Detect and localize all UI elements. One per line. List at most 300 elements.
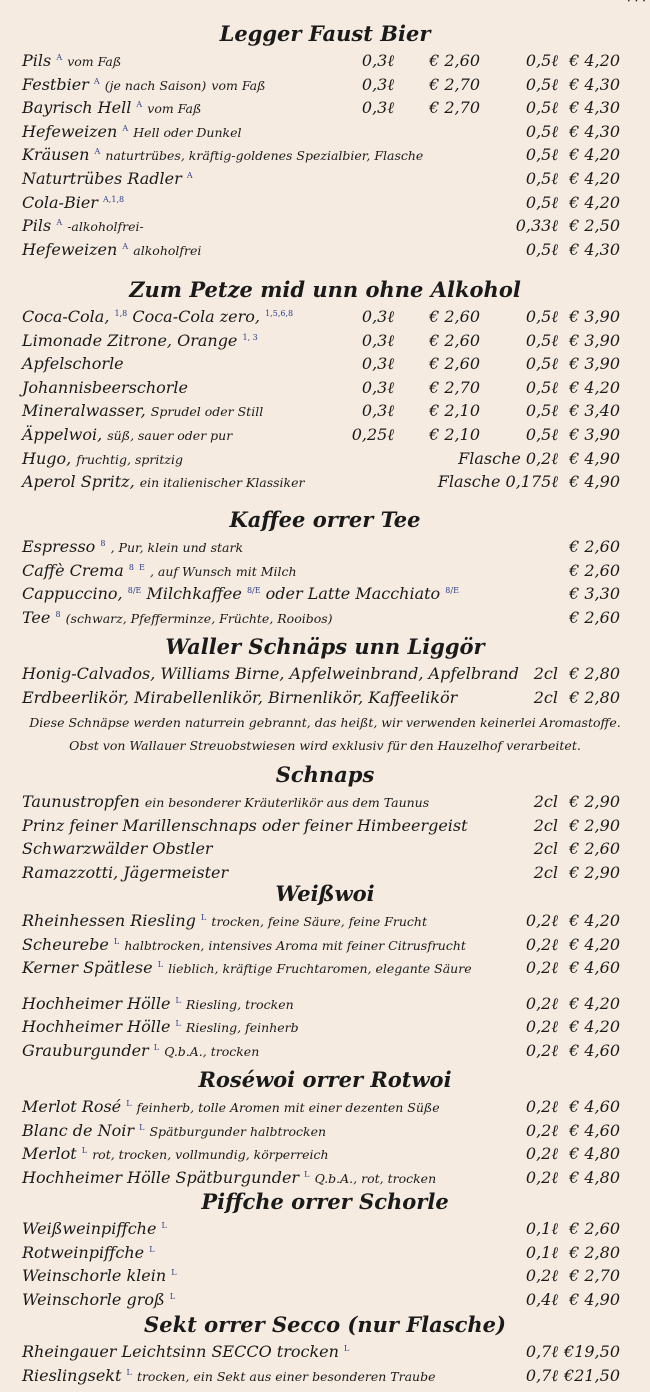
item-title: Aperol Spritz, [22,472,135,491]
price-small: € 2,60 [429,354,480,373]
item-description: Sprudel oder Still [150,404,264,419]
item-description: Q.b.A., trocken [164,1044,260,1059]
menu-item-row [22,376,620,399]
allergen-note: L [149,1245,155,1254]
item-name [22,167,193,190]
menu-item-row [22,120,620,143]
price-large: € 4,90 [569,449,620,468]
price-small: € 2,10 [429,401,480,420]
volume-small: 0,3ℓ [361,378,394,397]
volume-large: 0,2ℓ [525,1144,558,1163]
price-large: € 4,20 [569,911,620,930]
price-large: € 2,60 [569,839,620,858]
price-small: € 2,10 [429,425,480,444]
volume-large: 0,5ℓ [525,425,558,444]
item-name [22,214,144,238]
price-large: € 4,20 [569,378,620,397]
item-name [22,191,124,214]
item-title: Johannisbeerschorle [22,378,188,397]
item-description: vom Faß [147,101,202,116]
item-name [22,1039,259,1063]
price-large: € 3,90 [569,354,620,373]
item-description: alkoholfrei [133,243,202,258]
price-small: € 2,70 [429,75,480,94]
item-name [22,1119,326,1143]
item-name [22,447,183,471]
volume-large: Flasche 0,175ℓ [437,472,558,491]
item-title: Rotweinpiffche [22,1243,145,1262]
menu-item-row [22,447,620,470]
item-title: Festbier [22,75,89,94]
item-title: Merlot Rosé [22,1097,122,1116]
allergen-note: L [201,913,207,922]
menu-item-row [22,909,620,932]
volume-large: 0,2ℓ [525,911,558,930]
volume-large: 0,1ℓ [525,1219,558,1238]
price-large: € 3,40 [569,401,620,420]
item-title: Cappuccino, [22,584,123,603]
item-title: Hefeweizen [22,240,118,259]
item-name [22,329,258,352]
item-title: Espresso [22,537,96,556]
section-heading: Zum Petze mid unn ohne Alkohol [129,277,521,302]
price-large: € 2,90 [569,863,620,882]
item-description: trocken, feine Säure, feine Frucht [211,914,427,929]
item-title: Hochheimer Hölle [22,994,171,1013]
item-title: Pils [22,216,52,235]
allergen-note: A [122,242,129,251]
price-large: € 2,70 [569,1266,620,1285]
price-large: € 4,20 [569,169,620,188]
menu-item-row [22,1142,620,1165]
allergen-note: L [161,1221,167,1230]
allergen-note: 8/E [445,586,459,595]
price-large: € 4,20 [569,994,620,1013]
menu-item-row [22,167,620,190]
item-name [22,1264,177,1287]
item-title: Rieslingsekt [22,1366,122,1385]
item-name [22,143,423,167]
menu-item-row [22,191,620,214]
price-large: € 4,60 [569,1041,620,1060]
allergen-note: L [113,937,120,946]
menu-item-row [22,582,620,605]
item-name [22,96,201,120]
price-large: € 2,60 [569,1219,620,1238]
allergen-note: A,1,8 [103,195,125,204]
volume-large: 0,2ℓ [525,1017,558,1036]
volume-large: 0,2ℓ [525,994,558,1013]
section-heading: Roséwoi orrer Rotwoi [198,1067,452,1092]
volume-large: 0,5ℓ [525,240,558,259]
item-name [22,956,472,980]
item-title: oder Latte Macchiato [265,584,441,603]
volume-large: 0,7ℓ [525,1366,558,1385]
volume-large: 0,5ℓ [525,98,558,117]
allergen-note: A [56,53,63,62]
volume-large: 0,33ℓ [515,216,558,235]
menu-item-row [22,559,620,582]
item-title: Hochheimer Hölle [22,1017,171,1036]
price-large: € 2,50 [569,216,620,235]
item-name [22,470,304,494]
volume-large: 0,1ℓ [525,1243,558,1262]
item-description: Hell oder Dunkel [133,125,242,140]
volume-small: 0,3ℓ [361,75,394,94]
price-large: € 4,30 [569,122,620,141]
item-description: Spätburgunder halbtrocken [149,1124,327,1139]
item-description: feinherb, tolle Aromen mit einer dezenten Süße [136,1100,440,1115]
price-large: € 4,80 [569,1168,620,1187]
item-title: Rheingauer Leichtsinn SECCO trocken [22,1342,339,1361]
menu-item-row [22,814,620,837]
volume-large: 0,5ℓ [525,307,558,326]
price-large: € 4,30 [569,98,620,117]
price-large: € 4,20 [569,51,620,70]
volume-large: 0,5ℓ [525,75,558,94]
volume-large: 0,2ℓ [525,935,558,954]
item-description: trocken, ein Sekt aus einer besonderen Traube [136,1369,436,1384]
volume-large: 2cl [533,863,558,882]
volume-large: Flasche 0,2ℓ [458,449,558,468]
price-large: € 4,20 [569,935,620,954]
item-description: vom Faß [211,78,266,93]
allergen-note: L [344,1344,350,1353]
allergen-note: A [122,124,129,133]
item-title: Naturtrübes Radler [22,169,182,188]
price-large: € 2,60 [569,537,620,556]
volume-small: 0,3ℓ [361,331,394,350]
item-title: Tee [22,608,51,627]
allergen-note: 8 [128,563,134,572]
allergen-note: A [93,77,100,86]
volume-large: 0,2ℓ [525,1121,558,1140]
volume-small: 0,3ℓ [361,307,394,326]
item-description: halbtrocken, intensives Aroma mit feiner Citrusfrucht [124,938,466,953]
item-name [22,837,213,860]
item-name [22,861,228,884]
item-description: lieblich, kräftige Fruchtaromen, elegante Säure [168,961,472,976]
item-title: Äppelwoi, [22,425,103,444]
menu-item-row [22,305,620,328]
price-small: € 2,60 [429,51,480,70]
price-large: € 3,90 [569,331,620,350]
item-name [22,909,427,933]
item-name [22,1364,435,1388]
section-note: Obst von Wallauer Streuobstwiesen wird exklusiv für den Hauzelhof verarbeitet. [69,738,581,753]
item-name [22,606,333,630]
item-name [22,1217,167,1240]
volume-large: 0,5ℓ [525,193,558,212]
menu-item-row [22,1288,620,1311]
allergen-note: A [56,218,63,227]
menu-item-row [22,662,620,685]
item-title: Coca-Cola, [22,307,110,326]
volume-large: 0,7ℓ [525,1342,558,1361]
item-title: Hochheimer Hölle Spätburgunder [22,1168,300,1187]
item-description: (je nach Saison) [104,78,207,93]
item-name [22,814,468,837]
price-large: €21,50 [564,1366,620,1385]
item-description: fruchtig, spritzig [76,452,183,467]
volume-small: 0,25ℓ [351,425,394,444]
volume-small: 0,3ℓ [361,354,394,373]
item-title: Weißweinpiffche [22,1219,157,1238]
item-name [22,73,265,97]
volume-large: 0,5ℓ [525,378,558,397]
volume-large: 2cl [533,816,558,835]
section-heading: Piffche orrer Schorle [201,1189,449,1214]
item-name [22,49,121,73]
item-description: ein italienischer Klassiker [139,475,305,490]
price-large: € 4,80 [569,1144,620,1163]
volume-large: 2cl [533,664,558,683]
allergen-note: L [169,1292,176,1301]
item-name [22,790,429,814]
volume-large: 2cl [533,792,558,811]
allergen-note: L [171,1268,177,1277]
item-name [22,535,243,559]
allergen-note: L [304,1170,310,1179]
volume-large: 0,2ℓ [525,1041,558,1060]
menu-item-row [22,1364,620,1387]
allergen-note: L [153,1043,160,1052]
menu-item-row [22,1241,620,1264]
price-large: € 4,90 [569,1290,620,1309]
volume-large: 0,2ℓ [525,1168,558,1187]
volume-large: 0,2ℓ [525,958,558,977]
allergen-note: A [186,171,193,180]
menu-item-row [22,1095,620,1118]
allergen-note: 8/E [246,586,261,595]
menu-item-row [22,73,620,96]
item-name [22,305,293,328]
menu-item-row [22,399,620,422]
item-name [22,1288,175,1311]
item-title: Coca-Cola zero, [132,307,260,326]
item-description: Riesling, feinherb [185,1020,299,1035]
price-large: € 4,90 [569,472,620,491]
volume-large: 0,5ℓ [525,169,558,188]
page-corner-mark: · · · [626,0,646,8]
menu-item-row [22,686,620,709]
item-title: Taunustropfen [22,792,140,811]
item-title: Hugo, [22,449,72,468]
item-description: naturtrübes, kräftig-goldenes Spezialbier, Flasche [105,148,424,163]
allergen-note: 1,5,6,8 [265,309,294,318]
item-title: Weinschorle klein [22,1266,167,1285]
item-title: Pils [22,51,52,70]
menu-item-row [22,143,620,166]
price-large: € 4,20 [569,145,620,164]
price-large: € 4,60 [569,1097,620,1116]
item-description: süß, sauer oder pur [107,428,233,443]
volume-large: 0,5ℓ [525,145,558,164]
item-name [22,238,201,262]
menu-item-row [22,1264,620,1287]
volume-small: 0,3ℓ [361,98,394,117]
item-description: (schwarz, Pfefferminze, Früchte, Rooibos) [65,611,333,626]
item-name [22,1095,440,1119]
allergen-note: L [139,1123,145,1132]
price-large: € 3,30 [569,584,620,603]
item-title: Kerner Spätlese [22,958,153,977]
item-name [22,933,466,957]
item-title: Rheinhessen Riesling [22,911,196,930]
price-large: €19,50 [564,1342,620,1361]
price-large: € 2,90 [569,816,620,835]
volume-large: 2cl [533,688,558,707]
item-title: Caffè Crema [22,561,124,580]
allergen-note: 1,8 [114,309,128,318]
price-large: € 2,60 [569,608,620,627]
section-heading: Kaffee orrer Tee [229,507,421,532]
volume-large: 0,2ℓ [525,1097,558,1116]
menu-item-row [22,1217,620,1240]
item-title: Scheurebe [22,935,109,954]
price-large: € 3,90 [569,307,620,326]
price-large: € 3,90 [569,425,620,444]
menu-item-row [22,329,620,352]
allergen-note: 1, 3 [242,333,258,342]
allergen-note: 8/E [127,586,142,595]
volume-small: 0,3ℓ [361,51,394,70]
allergen-note: L [175,996,181,1005]
menu-item-row [22,933,620,956]
volume-large: 0,5ℓ [525,331,558,350]
menu-item-row [22,1015,620,1038]
item-title: Bayrisch Hell [22,98,132,117]
volume-large: 0,4ℓ [525,1290,558,1309]
section-heading: Sekt orrer Secco (nur Flasche) [144,1312,506,1337]
item-description: -alkoholfrei- [67,219,144,234]
item-name [22,1015,299,1039]
item-name [22,1241,155,1264]
price-large: € 4,20 [569,193,620,212]
item-description: ein besonderer Kräuterlikör aus dem Taunus [144,795,430,810]
menu-item-row [22,214,620,237]
volume-large: 0,5ℓ [525,51,558,70]
volume-large: 0,5ℓ [525,354,558,373]
price-large: € 2,80 [569,664,620,683]
allergen-note: A [136,100,143,109]
volume-large: 2cl [533,839,558,858]
price-small: € 2,70 [429,98,480,117]
volume-large: 0,5ℓ [525,401,558,420]
item-name [22,352,124,375]
menu-item-row [22,96,620,119]
allergen-note: L [126,1099,132,1108]
menu-item-row [22,790,620,813]
item-name [22,423,232,447]
item-title: Honig-Calvados, Williams Birne, Apfelweinbrand, Apfelbrand [22,664,519,683]
item-title: Erdbeerlikör, Mirabellenlikör, Birnenlikör, Kaffeelikör [22,688,458,707]
menu-item-row [22,1340,620,1363]
menu-item-row [22,1166,620,1189]
price-large: € 4,30 [569,240,620,259]
volume-large: 0,2ℓ [525,1266,558,1285]
item-name [22,559,297,583]
menu-item-row [22,470,620,493]
volume-small: 0,3ℓ [361,401,394,420]
item-name [22,662,519,685]
menu-item-row [22,992,620,1015]
item-description: , auf Wunsch mit Milch [149,564,297,579]
section-heading: Weißwoi [275,881,375,906]
price-large: € 2,80 [569,688,620,707]
section-heading: Legger Faust Bier [219,21,431,46]
item-title: Hefeweizen [22,122,118,141]
allergen-note: 8 [100,539,106,548]
price-large: € 2,60 [569,561,620,580]
item-title: Limonade Zitrone, Orange [22,331,238,350]
menu-item-row [22,1039,620,1062]
volume-large: 0,5ℓ [525,122,558,141]
item-name [22,992,294,1016]
price-large: € 2,90 [569,792,620,811]
item-name [22,1142,329,1166]
item-title: Milchkaffee [146,584,242,603]
item-name [22,376,188,399]
price-small: € 2,60 [429,307,480,326]
item-description: rot, trocken, vollmundig, körperreich [92,1147,329,1162]
menu-item-row [22,1119,620,1142]
item-name [22,686,457,709]
item-title: Merlot [22,1144,77,1163]
allergen-note: L [81,1146,88,1155]
allergen-note: L [126,1368,132,1377]
item-title: Mineralwasser, [22,401,146,420]
section-note: Diese Schnäpse werden naturrein gebrannt, das heißt, wir verwenden keinerlei Aromastoffe. [29,715,621,730]
item-title: Kräusen [22,145,90,164]
item-title: Cola-Bier [22,193,98,212]
item-name [22,399,263,423]
item-title: Prinz feiner Marillenschnaps oder feiner Himbeergeist [22,816,468,835]
menu-item-row [22,49,620,72]
item-name [22,120,242,144]
allergen-note: E [139,563,145,572]
item-title: Apfelschorle [22,354,124,373]
allergen-note: 8 [55,610,61,619]
item-title: Ramazzotti, Jägermeister [22,863,229,882]
item-title: Grauburgunder [22,1041,149,1060]
allergen-note: A [94,147,101,156]
menu-item-row [22,352,620,375]
allergen-note: L [175,1019,181,1028]
item-name [22,582,459,605]
price-large: € 2,80 [569,1243,620,1262]
price-large: € 4,20 [569,1017,620,1036]
section-heading: Schnaps [275,762,375,787]
menu-item-row [22,606,620,629]
menu-item-row [22,956,620,979]
price-small: € 2,60 [429,331,480,350]
price-large: € 4,60 [569,1121,620,1140]
item-description: Q.b.A., rot, trocken [314,1171,437,1186]
section-heading: Waller Schnäps unn Liggör [165,634,485,659]
allergen-note: L [157,960,163,969]
price-large: € 4,30 [569,75,620,94]
menu-item-row [22,423,620,446]
price-large: € 4,60 [569,958,620,977]
price-small: € 2,70 [429,378,480,397]
item-title: Weinschorle groß [22,1290,165,1309]
menu-item-row [22,535,620,558]
item-title: Schwarzwälder Obstler [22,839,213,858]
item-description: vom Faß [67,54,122,69]
item-name [22,1166,436,1190]
item-name [22,1340,349,1363]
